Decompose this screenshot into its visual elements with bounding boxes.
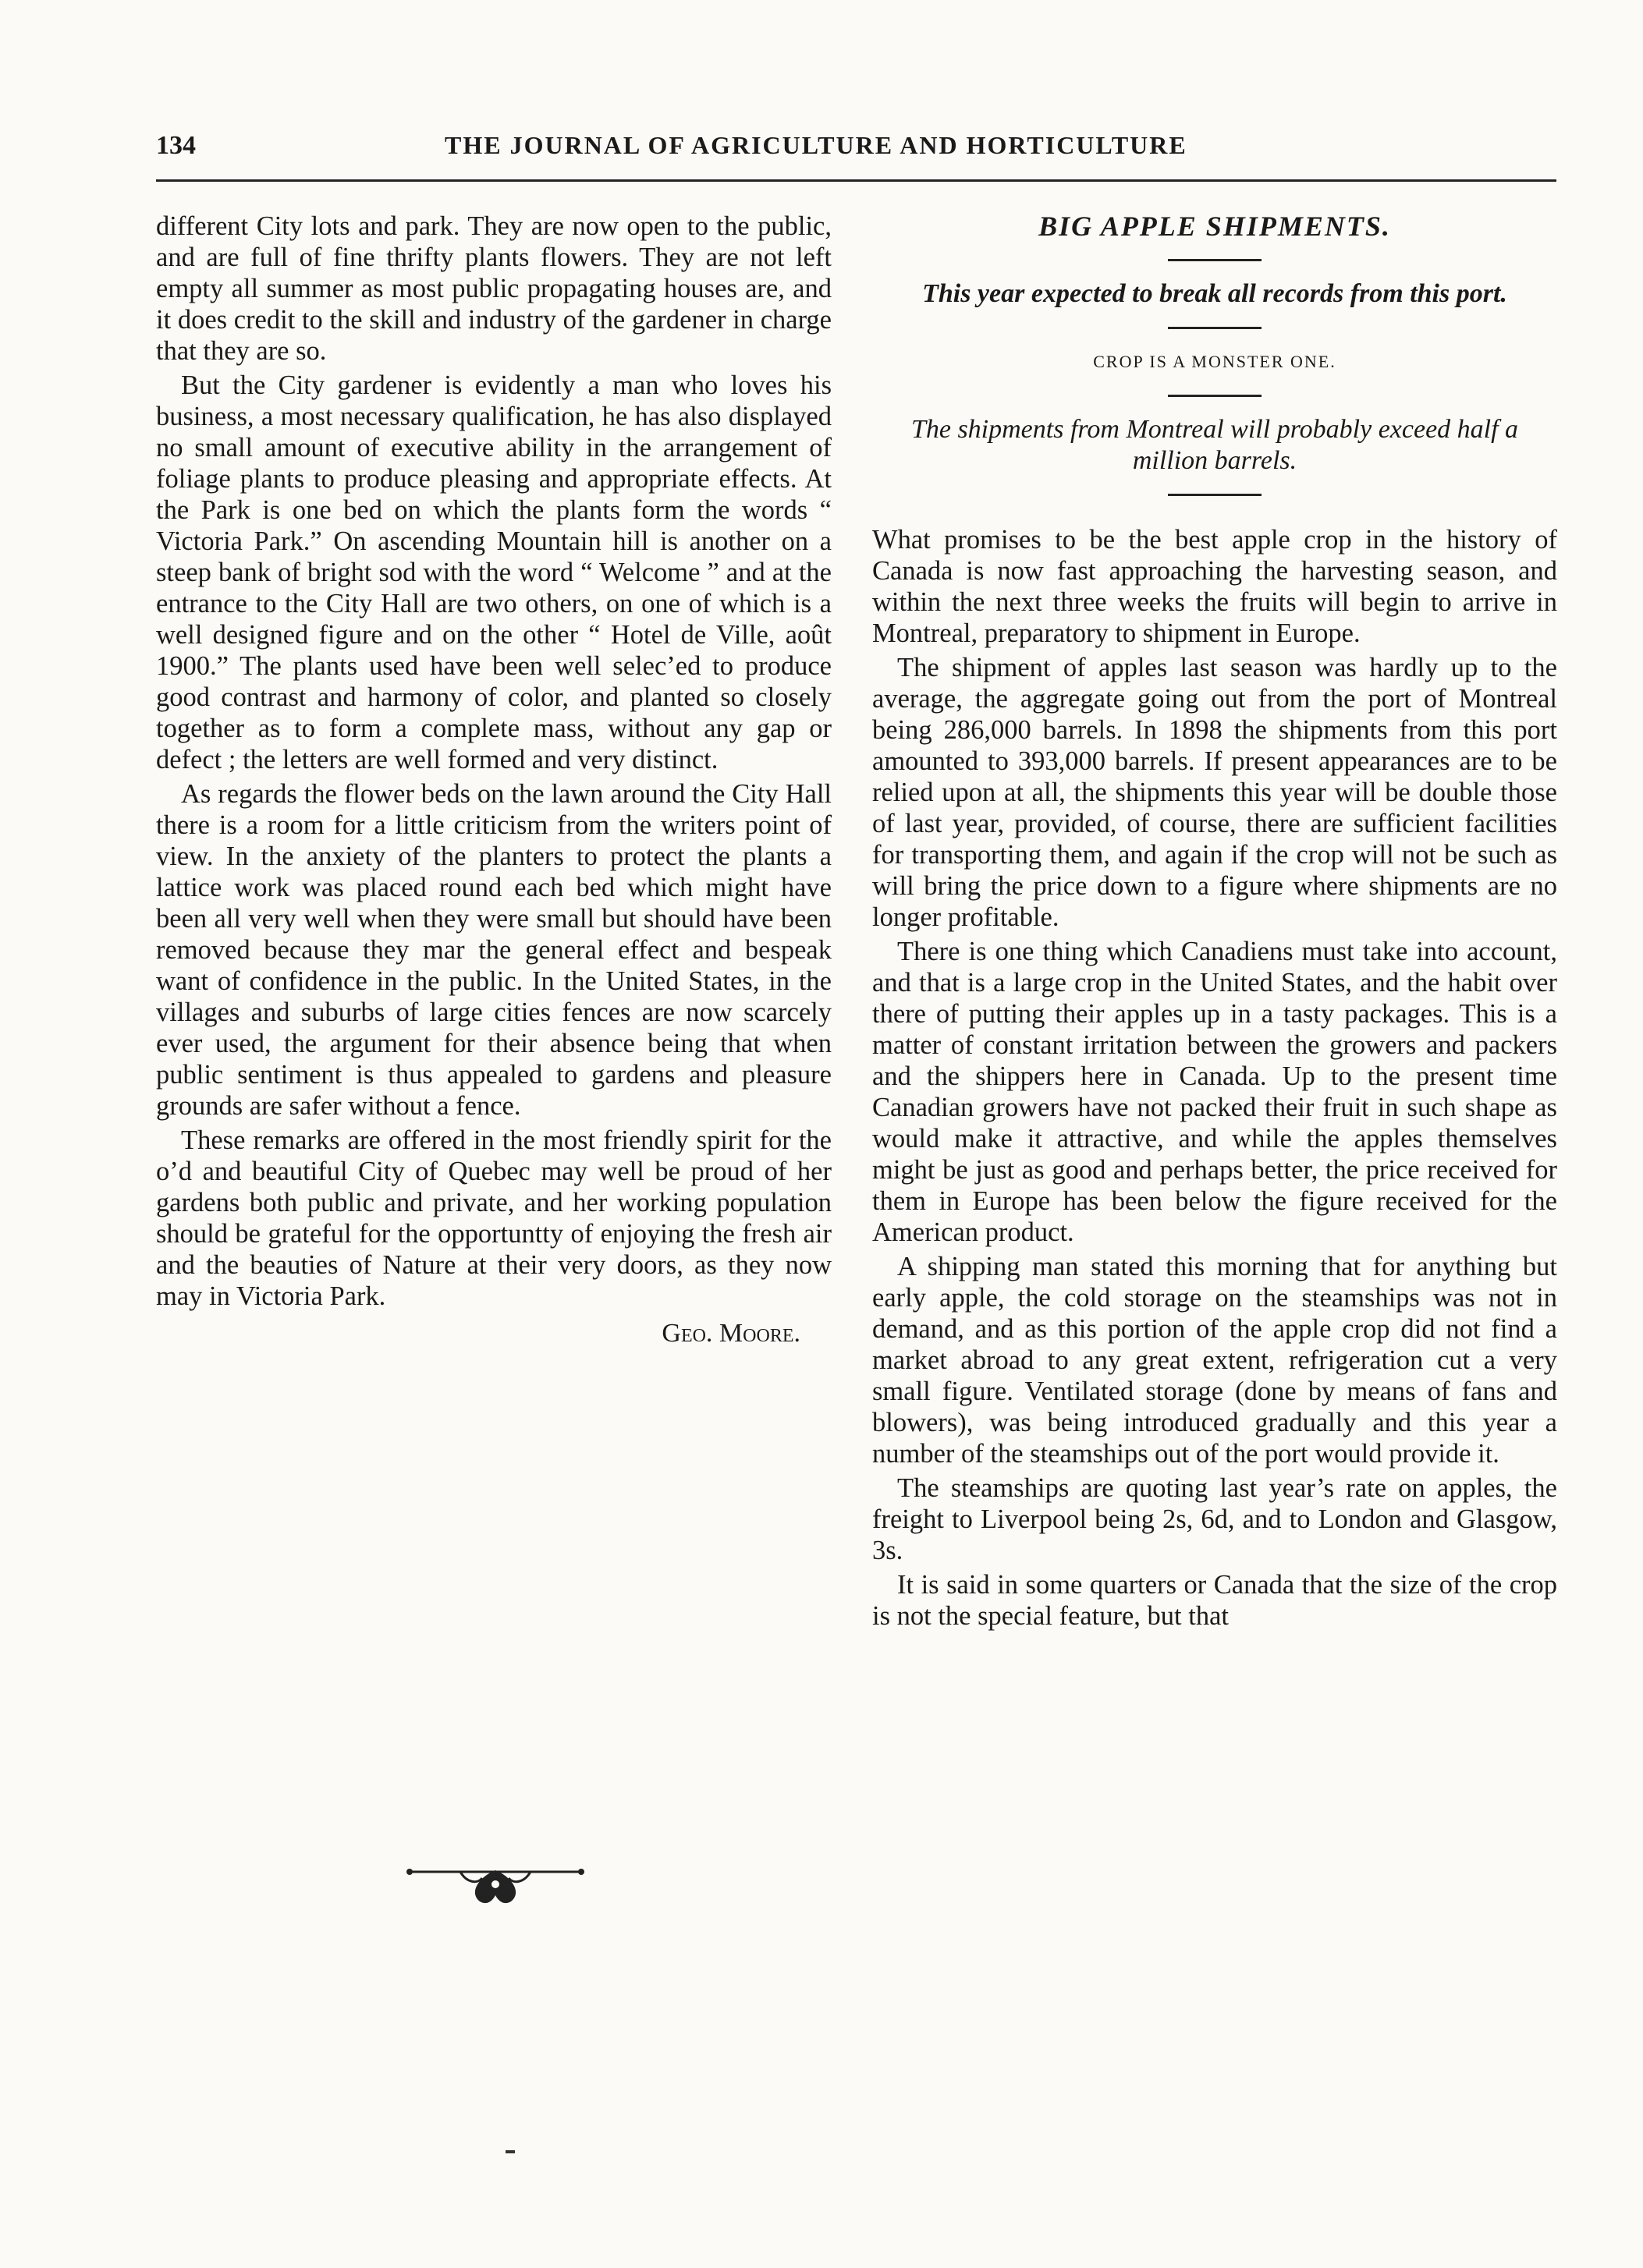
- article-paragraph-3: There is one thing which Canadiens must take into account, and that is a large crop in the United States, and the habit over there of putting their apples up in a tasty packages. This is a matter of constant irritation between the growers and packers and the shippers here in Canada. Up to the present time Canadian growers have not packed their fruit in such shape as would make it attractive, and while the apples themselves might be just as good and perhaps better, the price received for them in Europe has been below the figure received for the American product.: [872, 937, 1557, 1247]
- left-paragraph-3: As regards the flower beds on the lawn around the City Hall there is a room for a little criticism from the writers point of view. In the anxiety of the planters to protect the plants a lattice work was placed round each bed which might have been all very well when they were small but should have been removed because they mar the general effect and bespeak want of confidence in the public. In the United States, in the villages and suburbs of large cities fences are now scarcely ever used, the argument for their absence being that when public sentiment is thus appealed to gardens and pleasure grounds are safer without a fence.: [156, 779, 832, 1121]
- article-title: BIG APPLE SHIPMENTS.: [1038, 211, 1391, 242]
- article-deck: The shipments from Montreal will probably exceed half a million barrels.: [910, 415, 1519, 475]
- subhead-rule: [1168, 327, 1262, 329]
- crop-rule: [1168, 395, 1262, 397]
- article-paragraph-2: The shipment of apples last season was hardly up to the average, the aggregate going out from the port of Montreal being 286,000 barrels. In 1898 the shipments from this port amounted to 393,000 barrels. If present appearances are to be relied upon at all, the shipments this year will be double those of last year, provided, of course, there are sufficient facilities for transporting them, and again if the crop will not be such as will bring the price down to a figure where shipments are no longer profitable.: [872, 653, 1557, 932]
- article-paragraph-4: A shipping man stated this morning that for anything but early apple, the cold storage on the steamships was not in demand, and as this portion of the apple crop did not find a market abroad to any great extent, refrigeration cut a very small figure. Ventilated storage (done by means of fans and blowers), was being introduced gradually and this year a number of the steamships out of the port would provide it.: [872, 1252, 1557, 1469]
- title-rule: [1168, 259, 1262, 261]
- header-rule: [156, 179, 1556, 182]
- article-paragraph-5: The steamships are quoting last year’s rate on apples, the freight to Liverpool being 2s, 6d, and to London and Glasgow, 3s.: [872, 1473, 1557, 1565]
- left-column: [156, 211, 832, 1349]
- article-paragraph-1: What promises to be the best apple crop in the history of Canada is now fast approaching the harvesting season, and within the next three weeks the fruits will begin to arrive in Montreal, preparatory to shipment in Europe.: [872, 525, 1557, 648]
- page-number: 134: [156, 131, 196, 160]
- print-mark: [506, 2150, 515, 2153]
- article-subhead: This year expected to break all records from this port.: [922, 279, 1507, 308]
- article-paragraph-6: It is said in some quarters or Canada that the size of the crop is not the special feature, but that: [872, 1570, 1557, 1631]
- left-paragraph-2: But the City gardener is evidently a man who loves his business, a most necessary qualification, he has also displayed no small amount of executive ability in the arrangement of foliage plants to produce pleasing and appropriate effects. At the Park is one bed on which the plants form the words “ Victoria Park.” On ascending Mountain hill is another on a steep bank of bright sod with the word “ Welcome ” and at the entrance to the City Hall are two others, on one of which is a well designed figure and on the other “ Hotel de Ville, août 1900.” The plants used have been well selec’ed to produce good contrast and harmony of color, and planted so closely together as to form a complete mass, without any gap or defect ; the letters are well formed and very distinct.: [156, 370, 832, 774]
- author-signature: Geo. Moore.: [662, 1319, 800, 1348]
- right-column: [872, 211, 1557, 1635]
- left-paragraph-4: These remarks are offered in the most friendly spirit for the o’d and beautiful City of Quebec may well be proud of her gardens both public and private, and her working population should be grateful for the opportuntty of enjoying the fresh air and the beauties of Nature at their very doors, as they now may in Victoria Park.: [156, 1125, 832, 1311]
- page-header: [156, 131, 1553, 178]
- left-paragraph-1: different City lots and park. They are now open to the public, and are full of fine thrifty plants flowers. They are not left empty all summer as most public propagating houses are, and it does credit to the skill and industry of the gardener in charge that they are so.: [156, 211, 832, 366]
- article-crop-line: CROP IS A MONSTER ONE.: [1093, 352, 1336, 371]
- deck-rule: [1168, 494, 1262, 496]
- running-title: THE JOURNAL OF AGRICULTURE AND HORTICULTURE: [445, 131, 1187, 159]
- decorative-ornament-icon: [406, 1861, 585, 1909]
